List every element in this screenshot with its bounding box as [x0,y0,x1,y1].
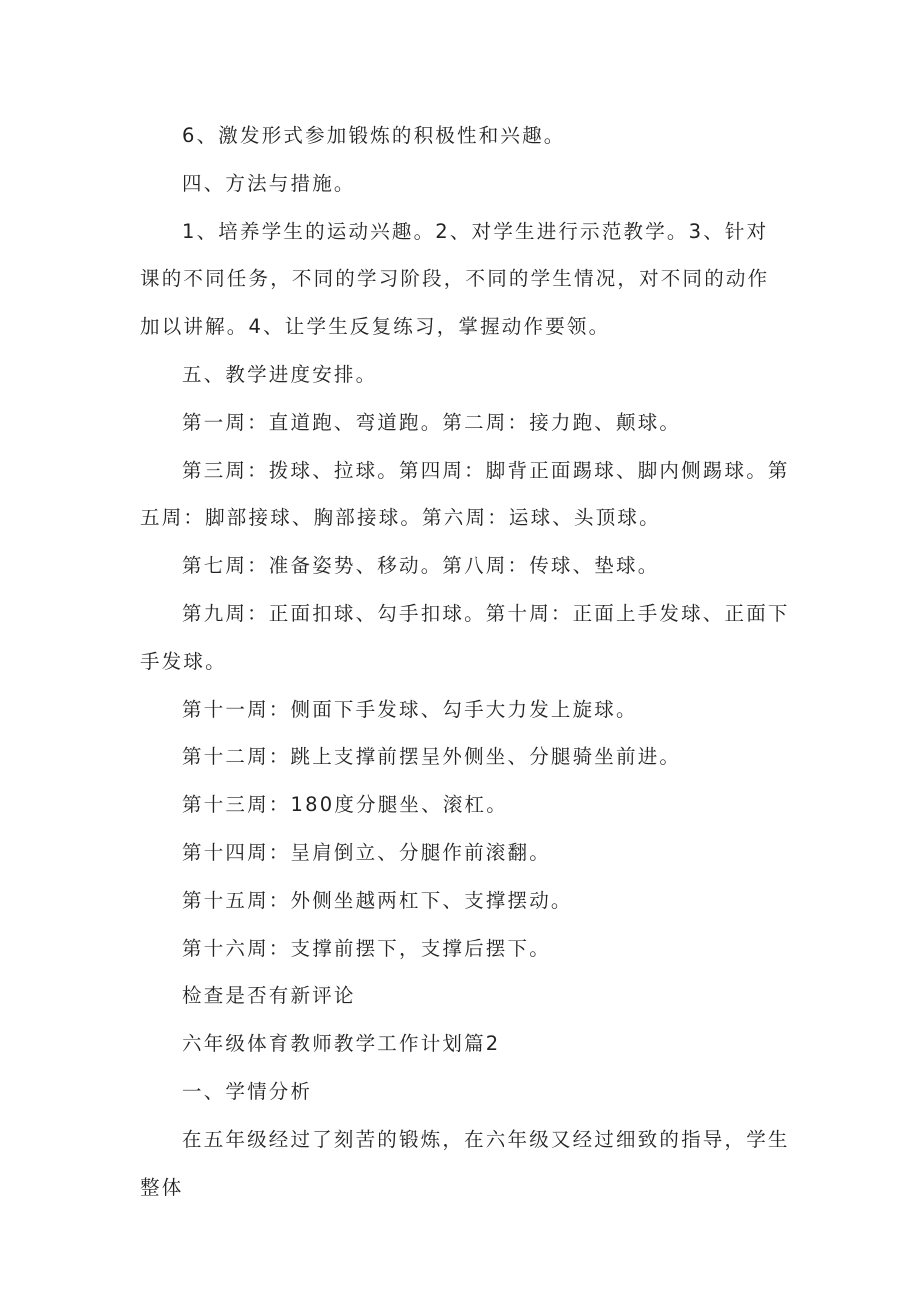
section-heading-analysis: 一、学情分析 [182,1079,313,1103]
section-heading-schedule: 五、教学进度安排。 [182,362,378,386]
paragraph-methods-list: 1、培养学生的运动兴趣。2、对学生进行示范教学。3、针对课的不同任务，不同的学习阶段，不同的学生情况，对不同的动作加以讲解。4、让学生反复练习，掌握动作要领。 [140,219,770,339]
schedule-week-11: 第十一周：侧面下手发球、勾手大力发上旋球。 [182,697,638,721]
document-body [140,112,790,1211]
schedule-week-13: 第十三周：180度分腿坐、滚杠。 [182,793,508,817]
schedule-weeks-1-2: 第一周：直道跑、弯道跑。第二周：接力跑、颠球。 [182,410,682,434]
section-heading-methods: 四、方法与措施。 [182,171,356,195]
schedule-weeks-7-8: 第七周：准备姿势、移动。第八周：传球、垫球。 [182,554,660,578]
paragraph-goal-6: 6、激发形式参加锻炼的积极性和兴趣。 [182,124,566,147]
document-part-title: 六年级体育教师教学工作计划篇2 [182,1032,501,1056]
check-comments-line: 检查是否有新评论 [182,984,356,1008]
schedule-weeks-9-10: 第九周：正面扣球、勾手扣球。第十周：正面上手发球、正面下手发球。 [140,601,790,673]
paragraph-analysis-start: 在五年级经过了刻苦的锻炼，在六年级又经过细致的指导，学生整体 [140,1127,790,1199]
schedule-week-15: 第十五周：外侧坐越两杠下、支撑摆动。 [182,888,573,912]
schedule-week-14: 第十四周：呈肩倒立、分腿作前滚翻。 [182,840,551,864]
schedule-week-12: 第十二周：跳上支撑前摆呈外侧坐、分腿骑坐前进。 [182,745,682,769]
schedule-week-16: 第十六周：支撑前摆下，支撑后摆下。 [182,936,551,960]
schedule-weeks-3-6: 第三周：拨球、拉球。第四周：脚背正面踢球、脚内侧踢球。第五周：脚部接球、胸部接球。第六周：运球、头顶球。 [140,458,790,530]
